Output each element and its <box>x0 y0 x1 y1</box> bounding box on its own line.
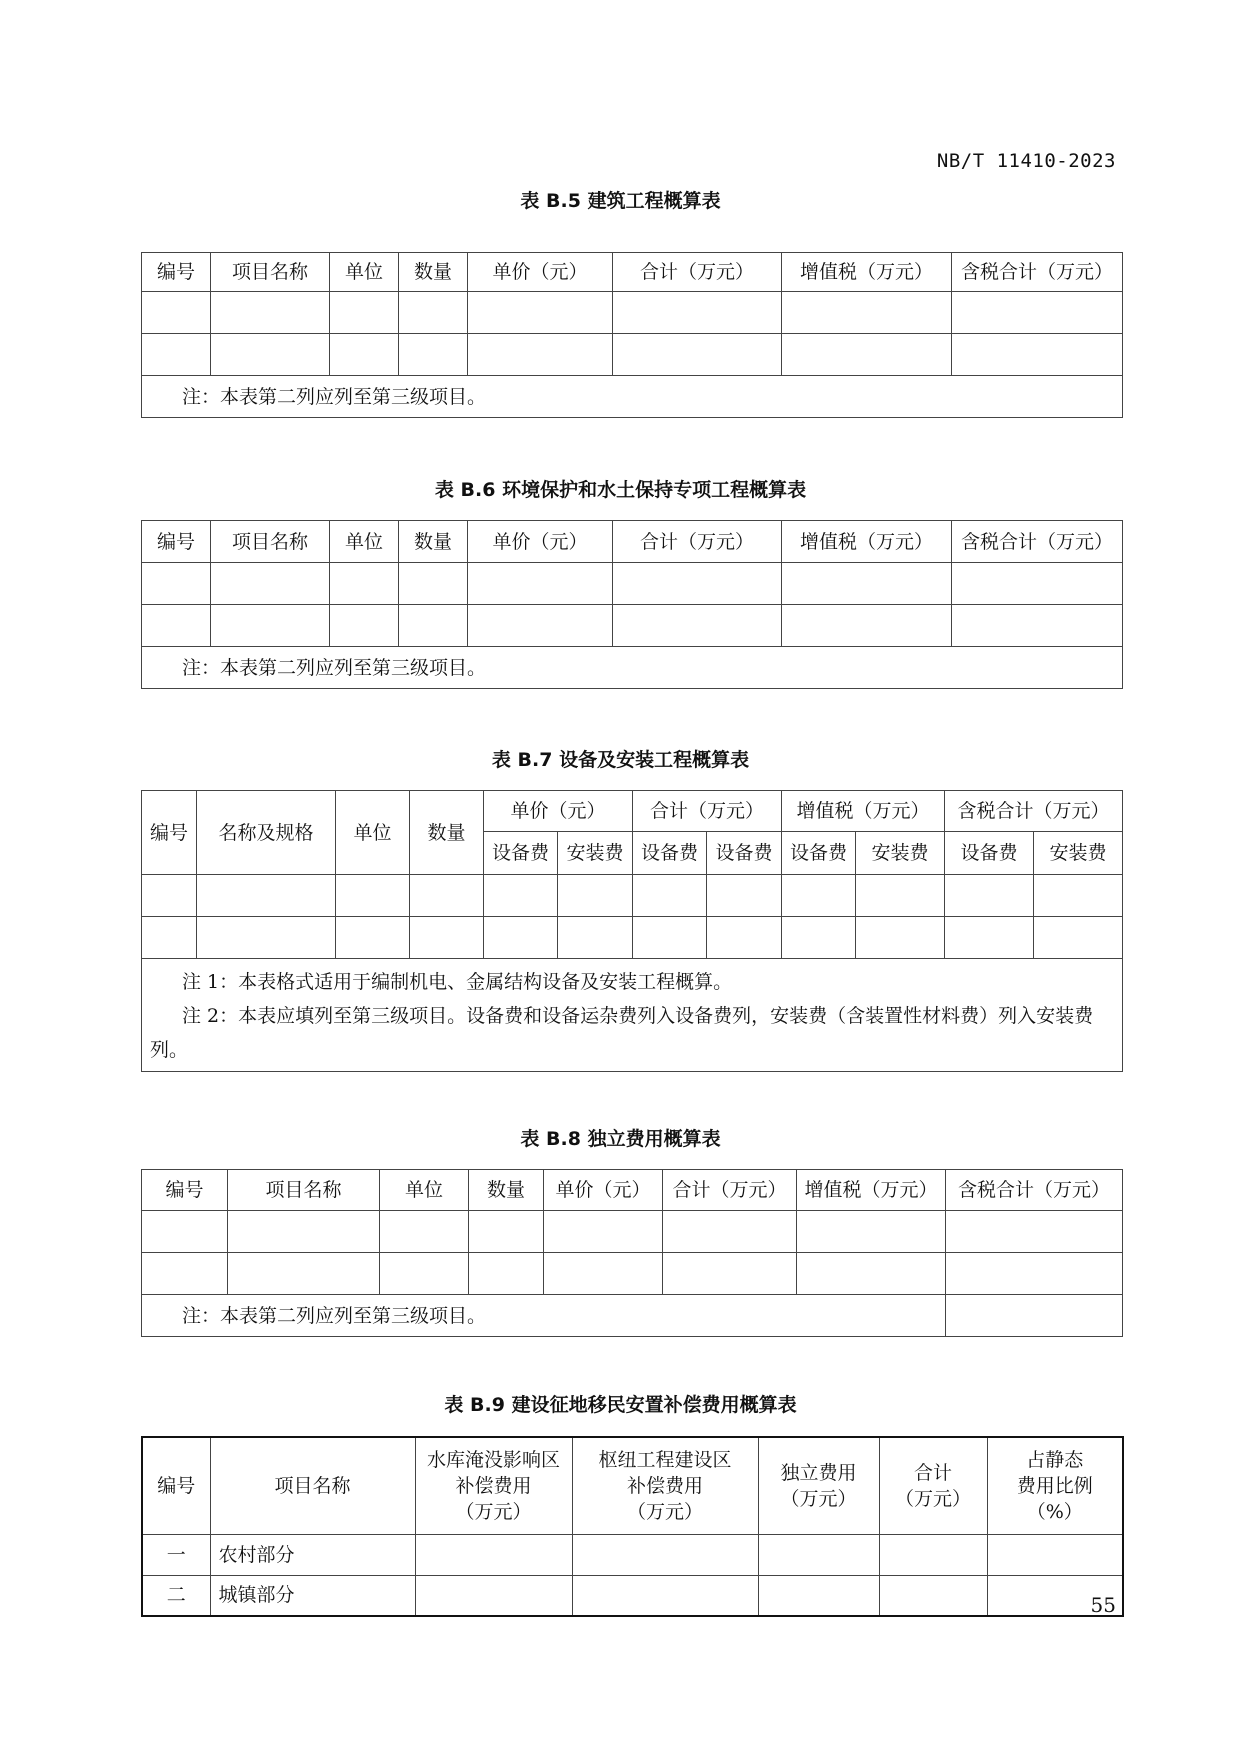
header-cell: 单位 <box>330 253 399 292</box>
table-note: 注：本表第二列应列至第三级项目。 <box>142 647 1123 689</box>
header-cell: 独立费用 （万元） <box>758 1437 879 1534</box>
header-cell: 合计（万元） <box>663 1170 797 1211</box>
table-note: 注：本表第二列应列至第三级项目。 <box>142 376 1123 418</box>
table-row <box>142 917 1123 959</box>
table-note: 注：本表第二列应列至第三级项目。 <box>142 1295 946 1337</box>
table-notes <box>142 959 1123 1072</box>
table-row <box>142 605 1123 647</box>
header-cell: 单位 <box>330 521 399 563</box>
header-cell: 合计 （万元） <box>879 1437 987 1534</box>
header-cell: 枢纽工程建设区 补偿费用 （万元） <box>572 1437 758 1534</box>
subheader-cell: 设备费 <box>633 832 707 875</box>
header-cell: 编号 <box>142 1437 210 1534</box>
subheader-cell: 安装费 <box>558 832 633 875</box>
row-number: 一 <box>142 1534 210 1575</box>
table-row <box>142 875 1123 917</box>
header-cell: 单价（元） <box>468 521 613 563</box>
header-cell: 编号 <box>142 791 197 875</box>
group-header-cell: 含税合计（万元） <box>945 791 1123 832</box>
header-cell: 含税合计（万元） <box>952 521 1123 563</box>
table-note-2: 注 2：本表应填列至第三级项目。设备费和设备运杂费列入设备费列，安装费（含装置性材料费）列入安装费列。 <box>150 1005 1094 1061</box>
table-row <box>142 1575 1123 1616</box>
table-row <box>142 1211 1123 1253</box>
table-b9 <box>141 1436 1124 1617</box>
group-header-cell: 合计（万元） <box>633 791 782 832</box>
header-cell: 含税合计（万元） <box>952 253 1123 292</box>
table-header-row <box>142 1170 1123 1211</box>
subheader-cell: 设备费 <box>945 832 1034 875</box>
table-b6-caption: 表 B.6 环境保护和水土保持专项工程概算表 <box>434 479 807 501</box>
subheader-cell: 安装费 <box>856 832 945 875</box>
header-cell: 数量 <box>410 791 484 875</box>
header-cell: 数量 <box>469 1170 544 1211</box>
header-cell: 名称及规格 <box>197 791 336 875</box>
header-cell: 项目名称 <box>211 253 330 292</box>
header-cell: 占静态 费用比例 （%） <box>987 1437 1123 1534</box>
table-b6 <box>141 520 1123 689</box>
table-header-row <box>142 253 1123 292</box>
table-row <box>142 292 1123 334</box>
header-cell: 项目名称 <box>210 1437 415 1534</box>
table-b5 <box>141 252 1123 418</box>
header-cell: 项目名称 <box>211 521 330 563</box>
subheader-cell: 设备费 <box>707 832 782 875</box>
header-cell: 单价（元） <box>544 1170 663 1211</box>
header-cell: 单位 <box>336 791 410 875</box>
subheader-cell: 设备费 <box>484 832 558 875</box>
table-b5-caption: 表 B.5 建筑工程概算表 <box>520 190 721 212</box>
header-cell: 增值税（万元） <box>797 1170 946 1211</box>
table-b7-caption: 表 B.7 设备及安装工程概算表 <box>491 749 750 771</box>
header-cell: 单价（元） <box>468 253 613 292</box>
row-name: 农村部分 <box>210 1534 415 1575</box>
header-cell: 增值税（万元） <box>782 521 952 563</box>
header-cell: 编号 <box>142 521 211 563</box>
header-cell: 含税合计（万元） <box>946 1170 1123 1211</box>
header-cell: 编号 <box>142 253 211 292</box>
subheader-cell: 设备费 <box>782 832 856 875</box>
header-cell: 单位 <box>380 1170 469 1211</box>
table-row <box>142 1534 1123 1575</box>
header-cell: 合计（万元） <box>613 521 782 563</box>
table-b8 <box>141 1169 1123 1337</box>
header-cell: 合计（万元） <box>613 253 782 292</box>
table-row <box>142 334 1123 376</box>
table-b7 <box>141 790 1123 1072</box>
group-header-cell: 增值税（万元） <box>782 791 945 832</box>
header-cell: 项目名称 <box>228 1170 380 1211</box>
header-cell: 数量 <box>399 521 468 563</box>
table-row <box>142 1253 1123 1295</box>
page-number: 55 <box>1090 1593 1116 1617</box>
header-cell: 增值税（万元） <box>782 253 952 292</box>
table-header-row <box>142 521 1123 563</box>
table-b8-caption: 表 B.8 独立费用概算表 <box>520 1128 721 1150</box>
table-b9-caption: 表 B.9 建设征地移民安置补偿费用概算表 <box>444 1394 797 1416</box>
table-note-1: 注 1：本表格式适用于编制机电、金属结构设备及安装工程概算。 <box>182 971 733 993</box>
table-header-row <box>142 791 1123 832</box>
row-name: 城镇部分 <box>210 1575 415 1616</box>
standard-code: NB/T 11410-2023 <box>936 150 1116 172</box>
header-cell: 水库淹没影响区 补偿费用 （万元） <box>415 1437 572 1534</box>
header-cell: 数量 <box>399 253 468 292</box>
header-cell: 编号 <box>142 1170 228 1211</box>
table-row <box>142 563 1123 605</box>
row-number: 二 <box>142 1575 210 1616</box>
group-header-cell: 单价（元） <box>484 791 633 832</box>
table-header-row <box>142 1437 1123 1534</box>
subheader-cell: 安装费 <box>1034 832 1123 875</box>
